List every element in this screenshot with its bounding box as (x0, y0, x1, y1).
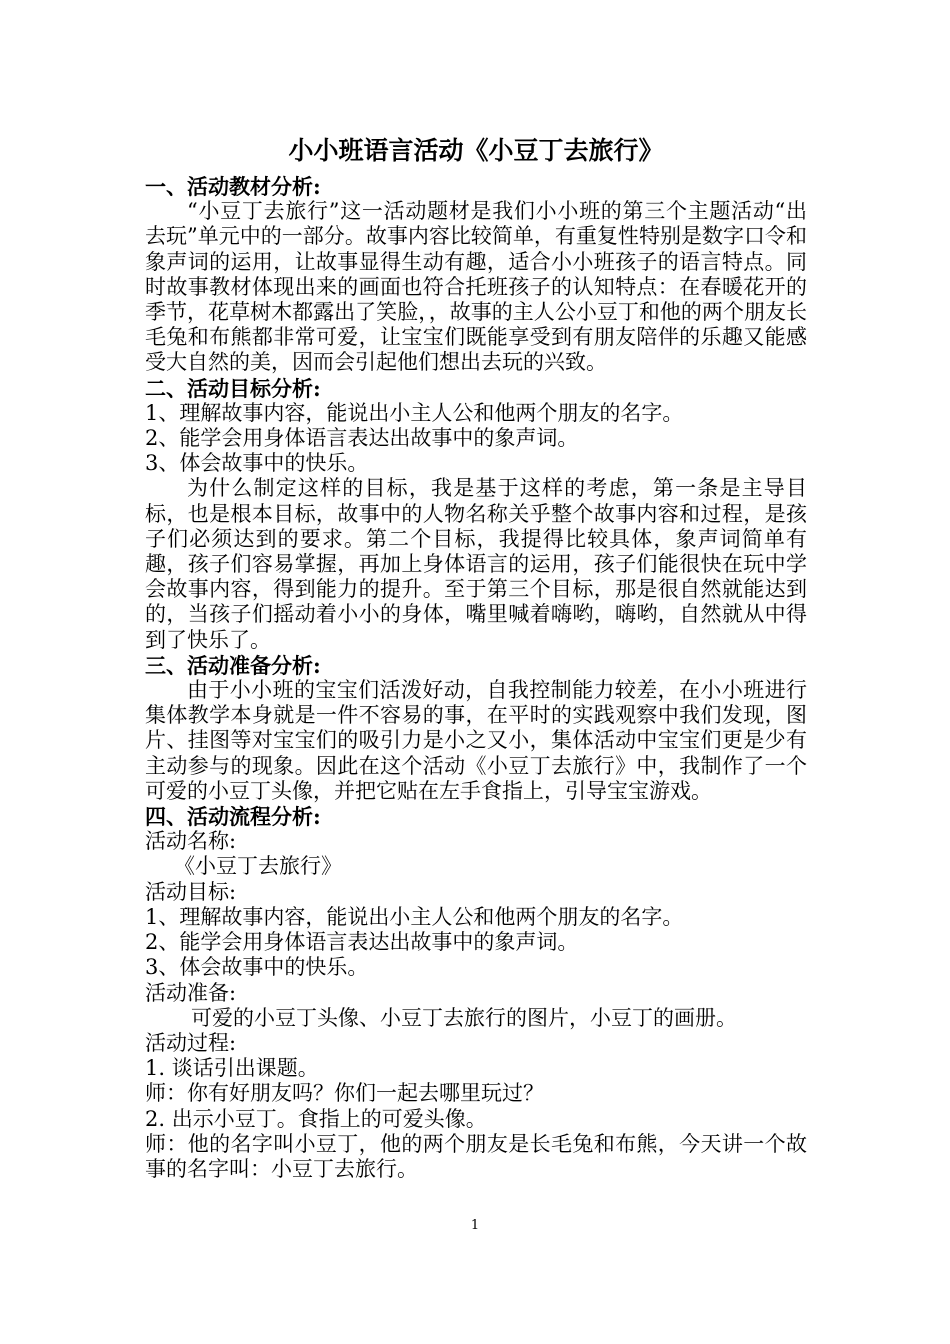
section-heading-1: 一、活动教材分析: (145, 174, 321, 199)
paragraph-preparation-analysis: 由于小小班的宝宝们活泼好动，自我控制能力较差，在小小班进行集体教学本身就是一件不容易的事，在平时的实践观察中我们发现，图片、挂图等对宝宝们的吸引力是小之又小，集体活动中宝宝们更是少有主动参与的现象。因此在这个活动《小豆丁去旅行》中，我制作了一个可爱的小豆丁头像，并把它贴在左手食指上，引导宝宝游戏。 (145, 678, 807, 803)
page-number: 1 (470, 1218, 480, 1233)
section-heading-2: 二、活动目标分析: (145, 375, 321, 401)
process-step: 师：你有好朋友吗？你们一起去哪里玩过？ (145, 1081, 544, 1106)
process-teacher-line: 师：他的名字叫小豆丁，他的两个朋友是长毛兔和布熊，今天讲一个故事的名字叫：小豆丁去旅行。 (145, 1131, 807, 1181)
activity-prep-value: 可爱的小豆丁头像、小豆丁去旅行的图片，小豆丁的画册。 (191, 1005, 737, 1030)
activity-name-label: 活动名称: (145, 829, 237, 854)
section-heading-3: 三、活动准备分析: (145, 652, 321, 678)
process-step: 1. 谈话引出课题。 (145, 1056, 319, 1081)
process-step: 2. 出示小豆丁。食指上的可爱头像。 (145, 1106, 487, 1131)
activity-process-label: 活动过程: (145, 1030, 237, 1055)
activity-goal-item: 2、能学会用身体语言表达出故事中的象声词。 (145, 930, 579, 955)
document-body (145, 136, 807, 1182)
activity-prep-label: 活动准备: (145, 980, 237, 1005)
activity-name-value: 《小豆丁去旅行》 (174, 854, 342, 879)
activity-goal-item: 1、理解故事内容，能说出小主人公和他两个朋友的名字。 (145, 904, 684, 929)
paragraph-material-analysis: “小豆丁去旅行”这一活动题材是我们小小班的第三个主题活动“出去玩”单元中的一部分。故事内容比较简单，有重复性特别是数字口令和象声词的运用，让故事显得生动有趣，适合小小班孩子的语言特点。同时故事教材体现出来的画面也符合托班孩子的认知特点：在春暖花开的季节，花草树木都露出了笑脸，，故事的主人公小豆丁和他的两个朋友长毛兔和布熊都非常可爱，让宝宝们既能享受到有朋友陪伴的乐趣又能感受大自然的美，因而会引起他们想出去玩的兴致。 (145, 199, 807, 375)
section-heading-4: 四、活动流程分析: (145, 804, 321, 830)
activity-goal-label: 活动目标: (145, 879, 237, 904)
goal-item: 1、理解故事内容，能说出小主人公和他两个朋友的名字。 (145, 400, 684, 425)
paragraph-goal-analysis: 为什么制定这样的目标，我是基于这样的考虑，第一条是主导目标，也是根本目标，故事中的人物名称关乎整个故事内容和过程，是孩子们必须达到的要求。第二个目标，我提得比较具体，象声词简单有趣，孩子们容易掌握，再加上身体语言的运用，孩子们能很快在玩中学会故事内容，得到能力的提升。至于第三个目标，那是很自然就能达到的，当孩子们摇动着小小的身体，嘴里喊着嗨哟，嗨哟，自然就从中得到了快乐了。 (145, 476, 807, 652)
document-title: 小小班语言活动《小豆丁去旅行》 (288, 136, 664, 165)
activity-goal-item: 3、体会故事中的快乐。 (145, 955, 369, 980)
goal-item: 3、体会故事中的快乐。 (145, 451, 369, 476)
goal-item: 2、能学会用身体语言表达出故事中的象声词。 (145, 426, 579, 451)
